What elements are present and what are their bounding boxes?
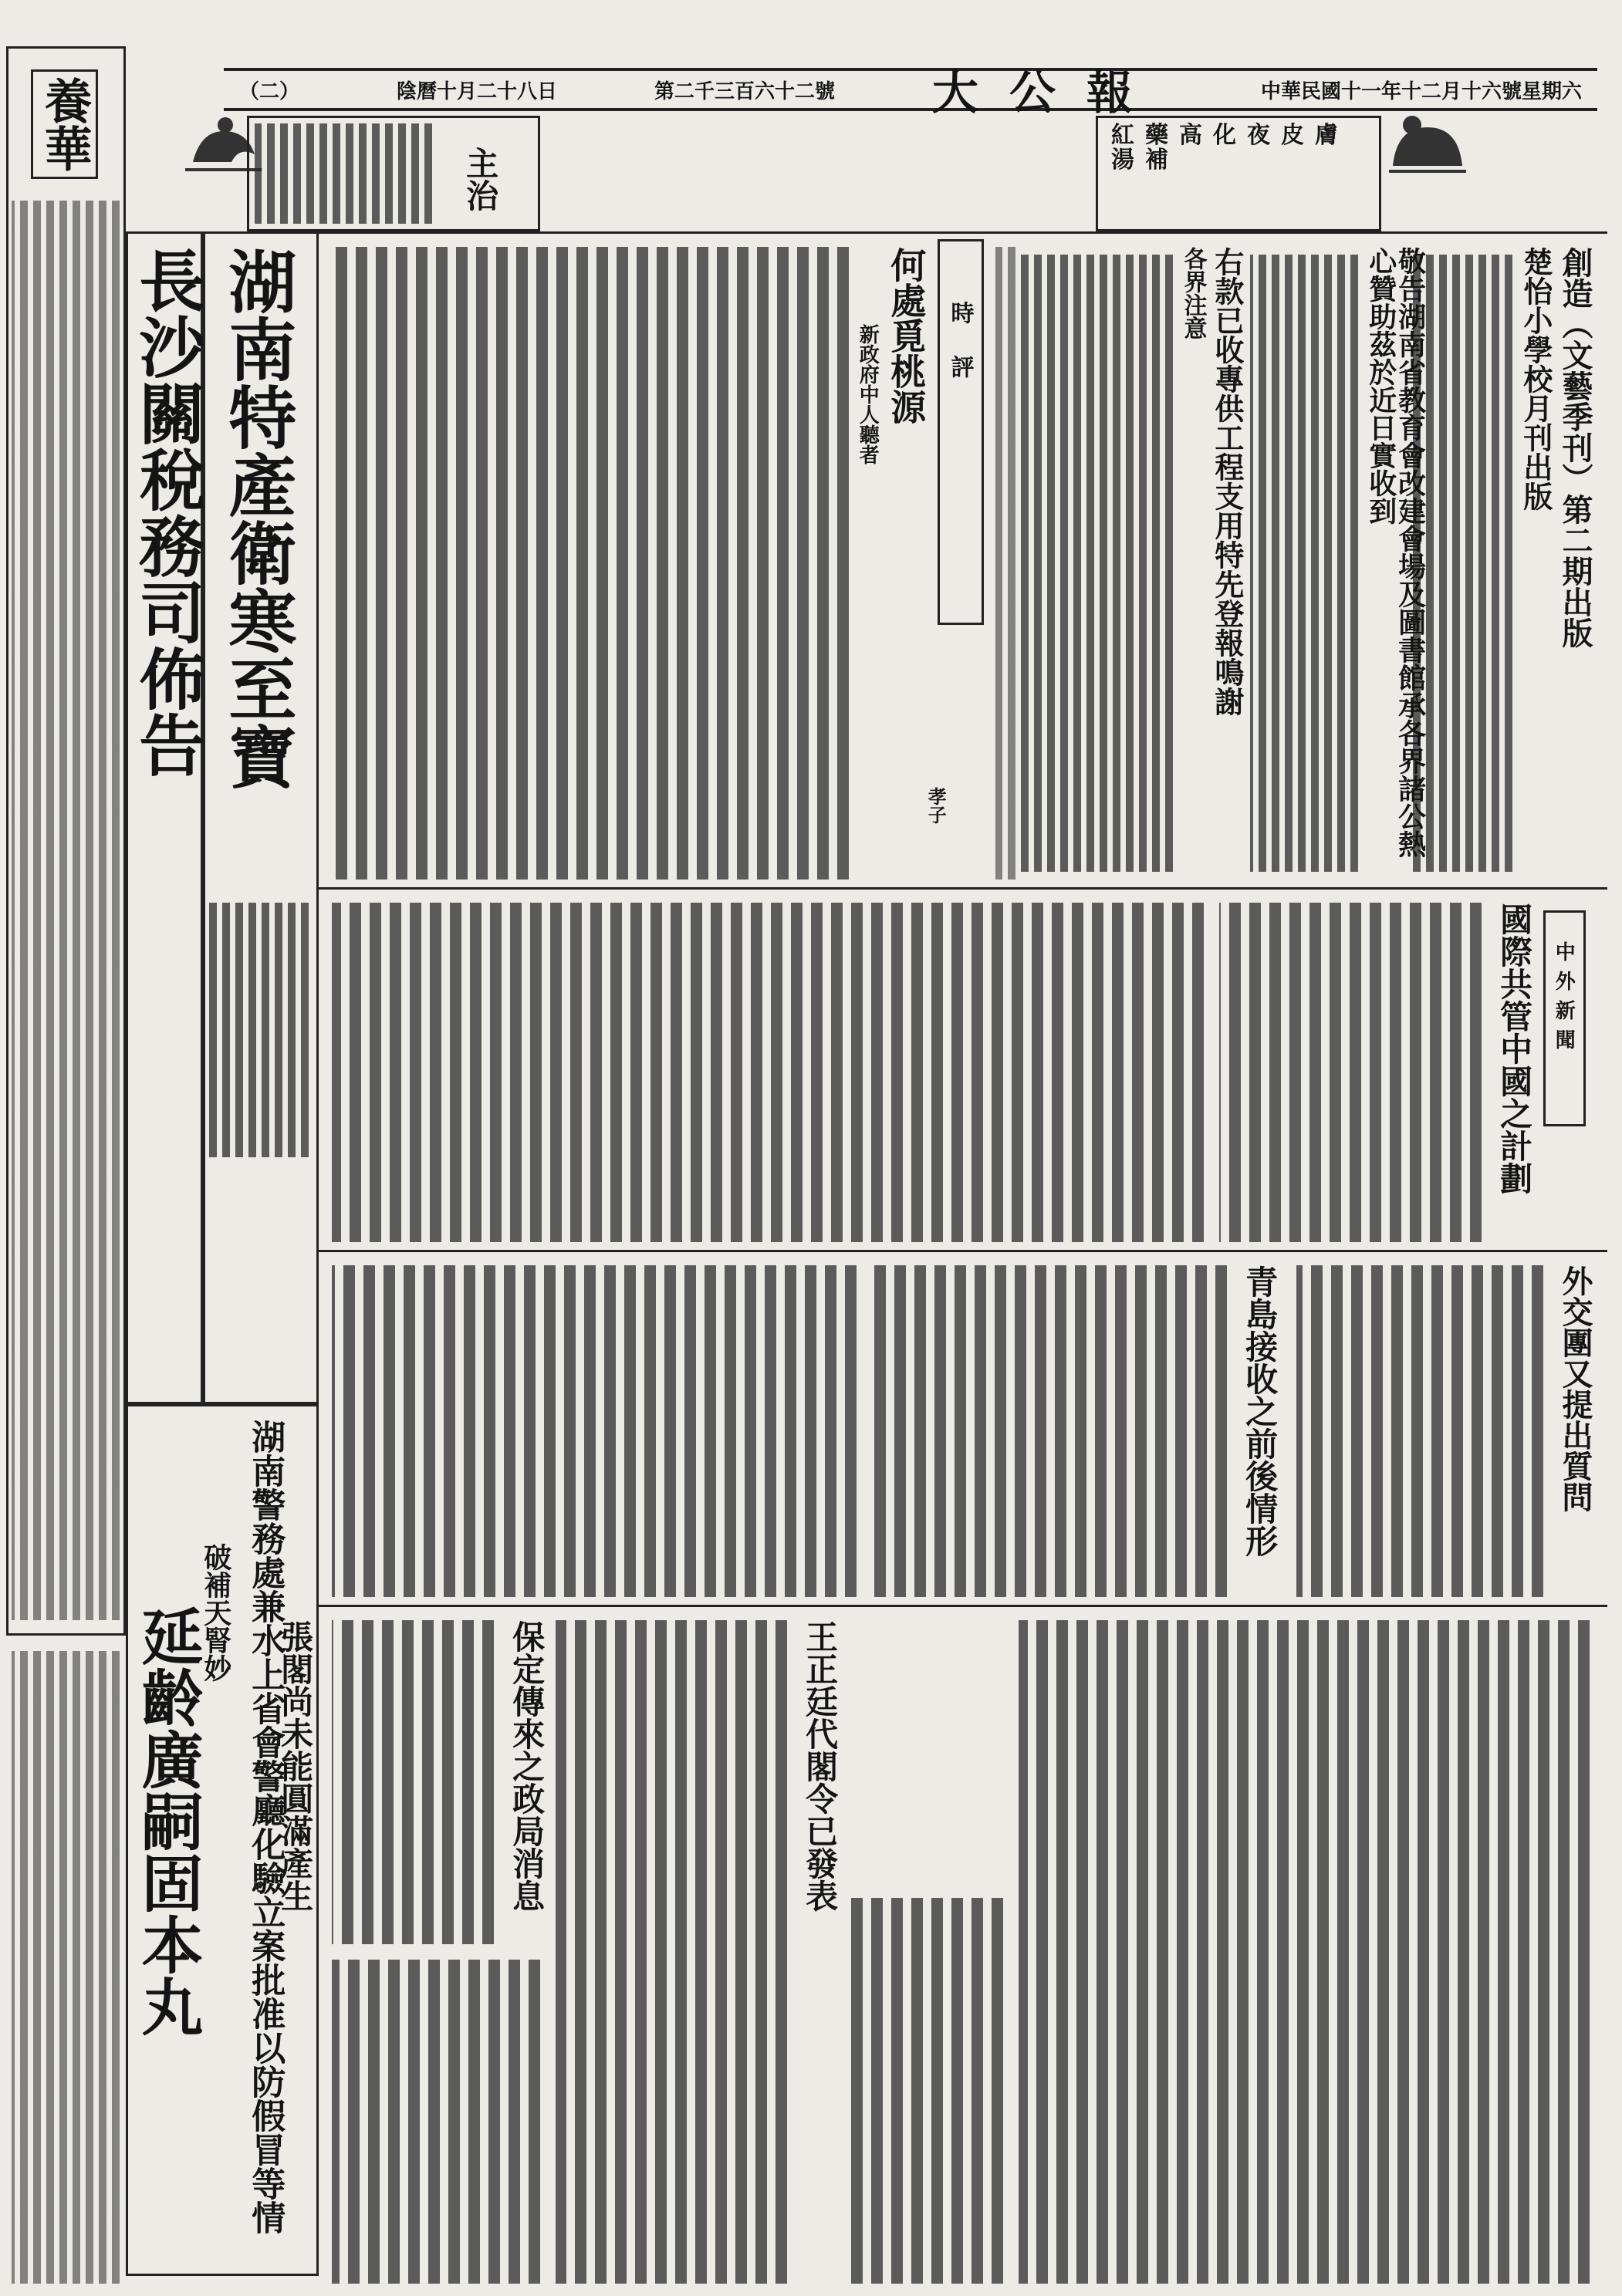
column-tag: 中外新聞 bbox=[1552, 941, 1576, 1059]
left-ad-strip-text bbox=[12, 201, 120, 1620]
editorial-body bbox=[332, 247, 849, 880]
middle-band-body bbox=[332, 903, 1204, 1242]
editorial-byline: 新政府中人聽者 bbox=[856, 324, 880, 464]
wang-cabinet-body bbox=[556, 1620, 787, 2284]
hunan-ad-text bbox=[208, 903, 309, 1157]
right-block-text-2 bbox=[1250, 255, 1358, 872]
foreign-corps-body bbox=[1296, 1265, 1543, 1597]
right-block-text-1 bbox=[1412, 255, 1512, 872]
chuangzao-headline: 創造（文藝季刊）第二期出版 bbox=[1557, 247, 1593, 648]
top-left-ad-title: 主治 bbox=[461, 147, 500, 211]
chuyi-school-headline: 楚怡小學校月刊出版 bbox=[1518, 247, 1553, 511]
thanks-notice-headline: 右款已收專供工程支用特先登報鳴謝 bbox=[1209, 247, 1245, 716]
foreign-corps-headline: 外交團又提出質問 bbox=[1557, 1265, 1593, 1512]
hunan-specialty-ad-title: 湖南特產衛寒至寶 bbox=[218, 247, 299, 790]
bottom-left-ad-text bbox=[12, 1651, 120, 2284]
editorial-title: 何處覓桃源 bbox=[885, 247, 928, 424]
police-dept-approval: 湖南警務處兼水上省會警廳化驗立案批准以防假冒等情 bbox=[245, 1420, 286, 2234]
qingdao-headline: 青島接收之前後情形 bbox=[1241, 1265, 1279, 1557]
zhang-cabinet-headline: 張閣尚未能圓滿產生 bbox=[276, 1620, 315, 1912]
masthead bbox=[224, 66, 1597, 120]
left-banner-title: 養華 bbox=[31, 69, 98, 179]
qingdao-body bbox=[872, 1265, 1227, 1597]
medicine-sub-title: 破補天腎妙 bbox=[199, 1543, 232, 1682]
publication-date: 中華民國十一年十二月十六號星期六 bbox=[1260, 79, 1582, 103]
bottom-mid-body bbox=[849, 1898, 1003, 2284]
zhang-cabinet-body bbox=[332, 1960, 540, 2284]
changsha-customs-notice-title: 長沙關稅務司佈告 bbox=[127, 247, 206, 778]
baoding-body bbox=[332, 1620, 494, 1944]
top-right-ad-text: 紅藥高化夜皮膚湯補 bbox=[1111, 122, 1349, 174]
commentary-section-tag: 時評 bbox=[946, 301, 974, 409]
intl-control-headline: 國際共管中國之計劃 bbox=[1495, 903, 1534, 1194]
right-block-text-3 bbox=[1019, 255, 1173, 872]
paper-name: 大公報 bbox=[932, 66, 1164, 120]
lower-band-body bbox=[332, 1265, 857, 1597]
commentary-info-column bbox=[995, 247, 1015, 880]
lion-ornament-icon bbox=[1381, 108, 1474, 177]
lunar-date: 陰曆十月二十八日 bbox=[397, 79, 558, 103]
attention-headline: 各界注意 bbox=[1179, 247, 1207, 339]
page-number: （二） bbox=[239, 79, 300, 103]
top-left-ad-text bbox=[255, 123, 432, 224]
intl-control-body bbox=[1219, 903, 1482, 1242]
baoding-headline: 保定傳來之政局消息 bbox=[508, 1620, 546, 1912]
medicine-product-name: 延齡廣嗣固本丸 bbox=[131, 1605, 204, 2037]
issue-number: 第二千三百六十二號 bbox=[654, 79, 836, 103]
commentary-tag-box bbox=[938, 239, 984, 625]
editorial-author: 孝子 bbox=[924, 787, 948, 824]
bottom-right-body bbox=[1019, 1620, 1590, 2284]
wang-cabinet-headline: 王正廷代閣令已發表 bbox=[801, 1620, 840, 1912]
education-assoc-headline: 敬告湖南省教育會改建會場及圖書館承各界諸公熱心贊助茲於近日實收到 bbox=[1364, 247, 1427, 858]
